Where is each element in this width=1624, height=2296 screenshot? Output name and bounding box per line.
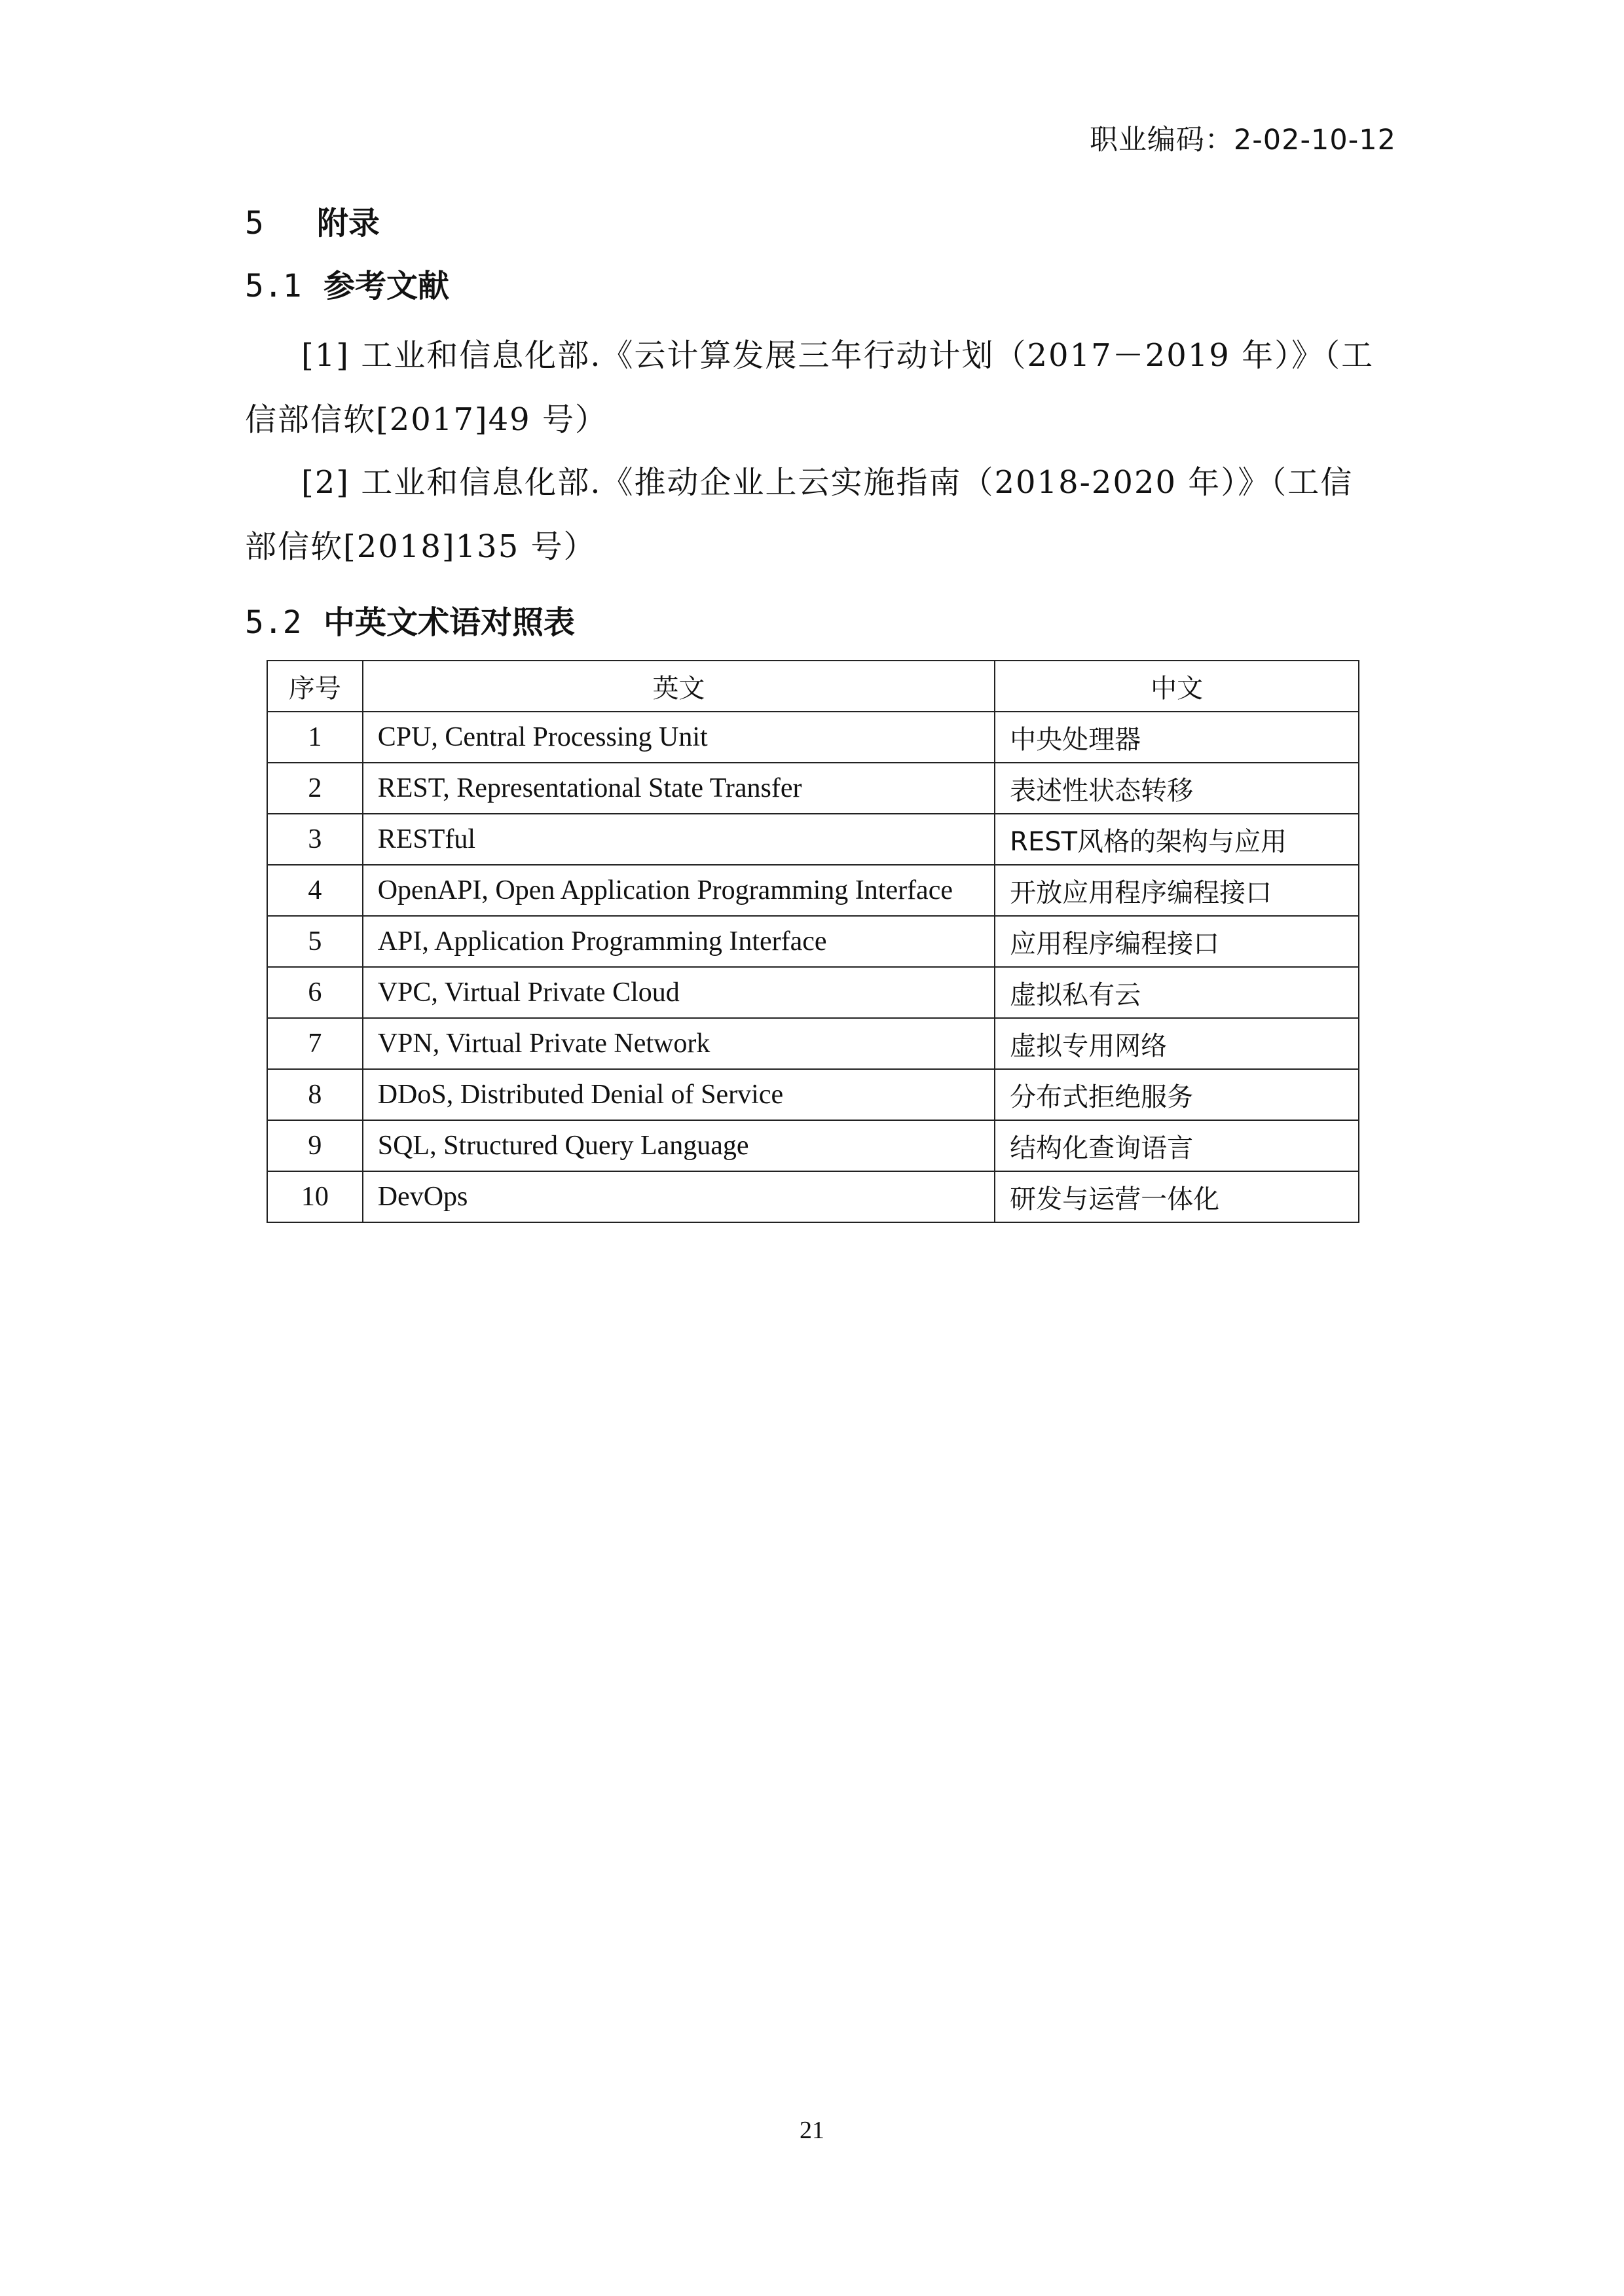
cell-index: 8: [267, 1069, 363, 1120]
glossary-table: [267, 660, 1359, 1223]
section-heading-glossary: [245, 597, 575, 642]
section-heading-appendix: [245, 198, 380, 243]
cell-chinese: 应用程序编程接口: [995, 916, 1359, 967]
cell-chinese: 分布式拒绝服务: [995, 1069, 1359, 1120]
section-title: 附录: [317, 205, 380, 242]
section-title: 参考文献: [323, 268, 450, 304]
cell-chinese: 开放应用程序编程接口: [995, 865, 1359, 916]
cell-english: OpenAPI, Open Application Programming Interface: [363, 865, 995, 916]
table-row: [267, 1120, 1359, 1171]
cell-chinese: REST风格的架构与应用: [995, 814, 1359, 865]
cell-index: 4: [267, 865, 363, 916]
cell-english: RESTful: [363, 814, 995, 865]
cell-english: DDoS, Distributed Denial of Service: [363, 1069, 995, 1120]
cell-english: CPU, Central Processing Unit: [363, 712, 995, 763]
cell-english: SQL, Structured Query Language: [363, 1120, 995, 1171]
cell-index: 10: [267, 1171, 363, 1222]
column-header-chinese: 中文: [995, 661, 1359, 712]
section-heading-references: [245, 261, 449, 306]
cell-english: REST, Representational State Transfer: [363, 763, 995, 814]
cell-index: 2: [267, 763, 363, 814]
cell-index: 9: [267, 1120, 363, 1171]
section-title: 中英文术语对照表: [323, 604, 576, 641]
cell-english: DevOps: [363, 1171, 995, 1222]
table-row: [267, 1018, 1359, 1069]
cell-english: VPN, Virtual Private Network: [363, 1018, 995, 1069]
table-row: [267, 1069, 1359, 1120]
cell-english: API, Application Programming Interface: [363, 916, 995, 967]
section-number: 5: [245, 205, 264, 242]
cell-chinese: 虚拟私有云: [995, 967, 1359, 1018]
table-header-row: [267, 661, 1359, 712]
cell-index: 6: [267, 967, 363, 1018]
column-header-english: 英文: [363, 661, 995, 712]
cell-chinese: 中央处理器: [995, 712, 1359, 763]
table-row: [267, 916, 1359, 967]
section-number: 5.1: [245, 268, 302, 304]
table-row: [267, 1171, 1359, 1222]
table-row: [267, 967, 1359, 1018]
column-header-index: 序号: [267, 661, 363, 712]
reference-item-2: [2] 工业和信息化部.《推动企业上云实施指南（2018-2020 年）》（工信部信软[2018]135 号）: [245, 464, 1354, 565]
occupation-code: 职业编码：2-02-10-12: [1089, 124, 1396, 156]
table-row: [267, 712, 1359, 763]
cell-chinese: 表述性状态转移: [995, 763, 1359, 814]
reference-item-1: [1] 工业和信息化部.《云计算发展三年行动计划（2017－2019 年）》（工信部信软[2017]49 号）: [245, 337, 1375, 438]
section-number: 5.2: [245, 604, 302, 641]
table-row: [267, 814, 1359, 865]
cell-index: 7: [267, 1018, 363, 1069]
table-row: [267, 865, 1359, 916]
cell-index: 1: [267, 712, 363, 763]
cell-english: VPC, Virtual Private Cloud: [363, 967, 995, 1018]
table-row: [267, 763, 1359, 814]
cell-chinese: 研发与运营一体化: [995, 1171, 1359, 1222]
page-number: 21: [800, 2117, 824, 2144]
cell-chinese: 虚拟专用网络: [995, 1018, 1359, 1069]
cell-index: 5: [267, 916, 363, 967]
cell-index: 3: [267, 814, 363, 865]
cell-chinese: 结构化查询语言: [995, 1120, 1359, 1171]
